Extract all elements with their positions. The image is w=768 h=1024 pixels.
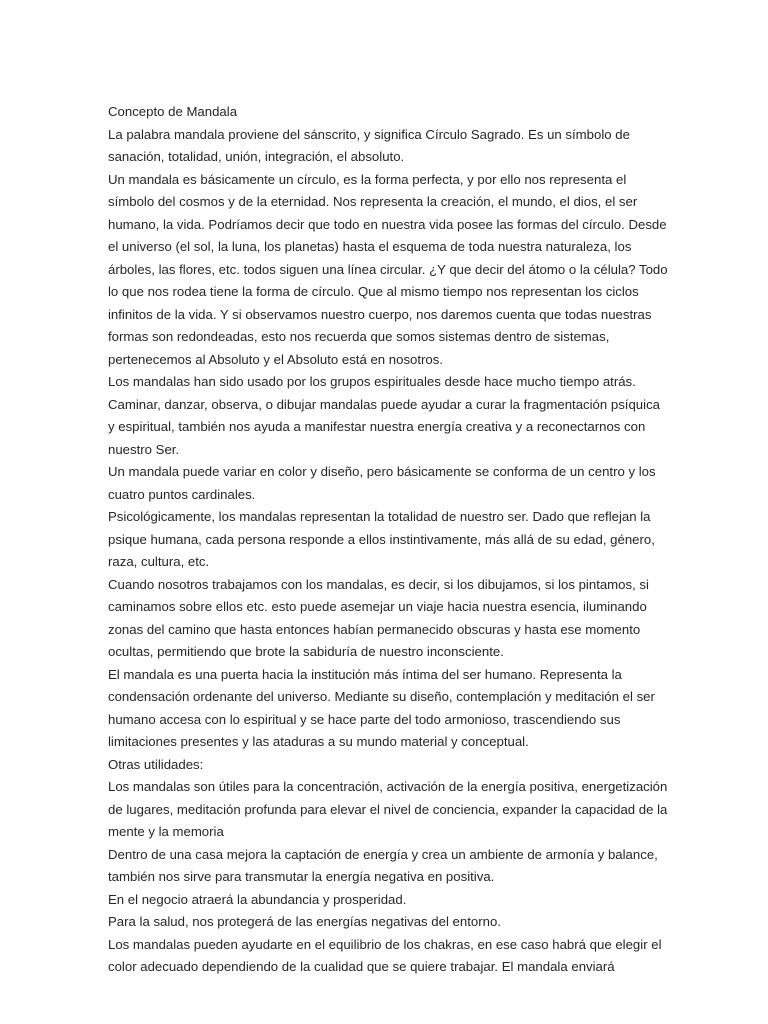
text-line: En el negocio atraerá la abundancia y prosperidad.: [108, 891, 407, 907]
text-line: humano accesa con lo espiritual y se hace parte del todo armonioso, trascendiendo sus: [108, 711, 621, 727]
text-line: Psicológicamente, los mandalas representan la totalidad de nuestro ser. Dado que reflejan la: [108, 509, 651, 524]
text-line: de lugares, meditación profunda para elevar el nivel de conciencia, expander la capacidad de la: [108, 801, 668, 817]
text-line: cuatro puntos cardinales.: [108, 486, 256, 502]
text-line: Otras utilidades:: [108, 756, 204, 772]
document-page: [108, 101, 668, 979]
text-line: formas son redondeadas, esto nos recuerda que somos sistemas dentro de sistemas,: [108, 329, 610, 344]
paragraph: [108, 911, 664, 934]
text-line: pertenecemos al Absoluto y el Absoluto está en nosotros.: [108, 351, 444, 367]
text-line: el universo (el sol, la luna, los planetas) hasta el esquema de toda nuestra naturaleza, los: [108, 239, 632, 254]
text-line: infinitos de la vida. Y si observamos nuestro cuerpo, nos daremos cuenta que todas nuestras: [108, 306, 652, 322]
text-line: mente y la memoria: [108, 824, 224, 839]
text-line: Para la salud, nos protegerá de las energías negativas del entorno.: [108, 914, 501, 929]
text-line: color adecuado dependiendo de la cualidad que se quiere trabajar. El mandala enviará: [108, 959, 615, 974]
paragraph: [108, 169, 668, 372]
text-line: nuestro Ser.: [108, 441, 180, 457]
text-line: y espiritual, también nos ayuda a manifestar nuestra energía creativa y a reconectarnos con: [108, 419, 646, 434]
text-line: psique humana, cada persona responde a ellos instintivamente, más allá de su edad, género,: [108, 531, 655, 547]
text-line: Caminar, danzar, observa, o dibujar mandalas puede ayudar a curar la fragmentación psíquica: [108, 396, 660, 412]
paragraph: [108, 844, 664, 889]
paragraph: [108, 664, 664, 754]
text-line: Los mandalas son útiles para la concentración, activación de la energía positiva, energetización: [108, 779, 668, 794]
paragraph: [108, 934, 664, 979]
text-line: La palabra mandala proviene del sánscrito, y significa Círculo Sagrado. Es un símbolo de: [108, 126, 630, 142]
paragraph: [108, 754, 664, 777]
paragraph: [108, 371, 664, 461]
paragraph: [108, 461, 664, 506]
text-line: sanación, totalidad, unión, integración, el absoluto.: [108, 149, 405, 164]
text-line: Cuando nosotros trabajamos con los mandalas, es decir, si los dibujamos, si los pintamos, si: [108, 576, 649, 592]
text-line: Un mandala es básicamente un círculo, es la forma perfecta, y por ello nos representa el: [108, 171, 627, 187]
text-line: ocultas, permitiendo que brote la sabiduría de nuestro inconsciente.: [108, 644, 504, 659]
text-line: también nos sirve para transmutar la energía negativa en positiva.: [108, 869, 495, 884]
paragraph: [108, 776, 668, 844]
text-line: Los mandalas han sido usado por los grupos espirituales desde hace mucho tiempo atrás.: [108, 374, 636, 389]
paragraph: [108, 889, 664, 912]
text-line: limitaciones presentes y las ataduras a su mundo material y conceptual.: [108, 734, 529, 749]
paragraph: [108, 124, 664, 169]
text-line: símbolo del cosmos y de la eternidad. Nos representa la creación, el mundo, el dios, el ser: [108, 194, 638, 209]
text-line: zonas del camino que hasta entonces habían permanecido obscuras y hasta ese momento: [108, 621, 641, 637]
paragraph: [108, 506, 664, 574]
text-line: humano, la vida. Podríamos decir que todo en nuestra vida posee las formas del círculo. Desde: [108, 216, 667, 232]
text-line: lo que nos rodea tiene la forma de círculo. Que al mismo tiempo nos representan los ciclos: [108, 284, 639, 299]
text-line: raza, cultura, etc.: [108, 554, 210, 569]
text-line: El mandala es una puerta hacia la institución más íntima del ser humano. Representa la: [108, 666, 622, 682]
text-line: Dentro de una casa mejora la captación de energía y crea un ambiente de armonía y balance,: [108, 846, 658, 862]
document-title: Concepto de Mandala: [108, 104, 238, 119]
paragraph: [108, 574, 664, 664]
text-line: árboles, las flores, etc. todos siguen una línea circular. ¿Y que decir del átomo o la célula? Todo: [108, 261, 668, 277]
text-line: Los mandalas pueden ayudarte en el equilibrio de los chakras, en ese caso habrá que elegir el: [108, 936, 662, 952]
text-line: caminamos sobre ellos etc. esto puede asemejar un viaje hacia nuestra esencia, iluminando: [108, 599, 647, 614]
document-body: [108, 124, 668, 979]
text-line: condensación ordenante del universo. Mediante su diseño, contemplación y meditación el ser: [108, 689, 655, 704]
text-line: Un mandala puede variar en color y diseño, pero básicamente se conforma de un centro y los: [108, 464, 656, 479]
